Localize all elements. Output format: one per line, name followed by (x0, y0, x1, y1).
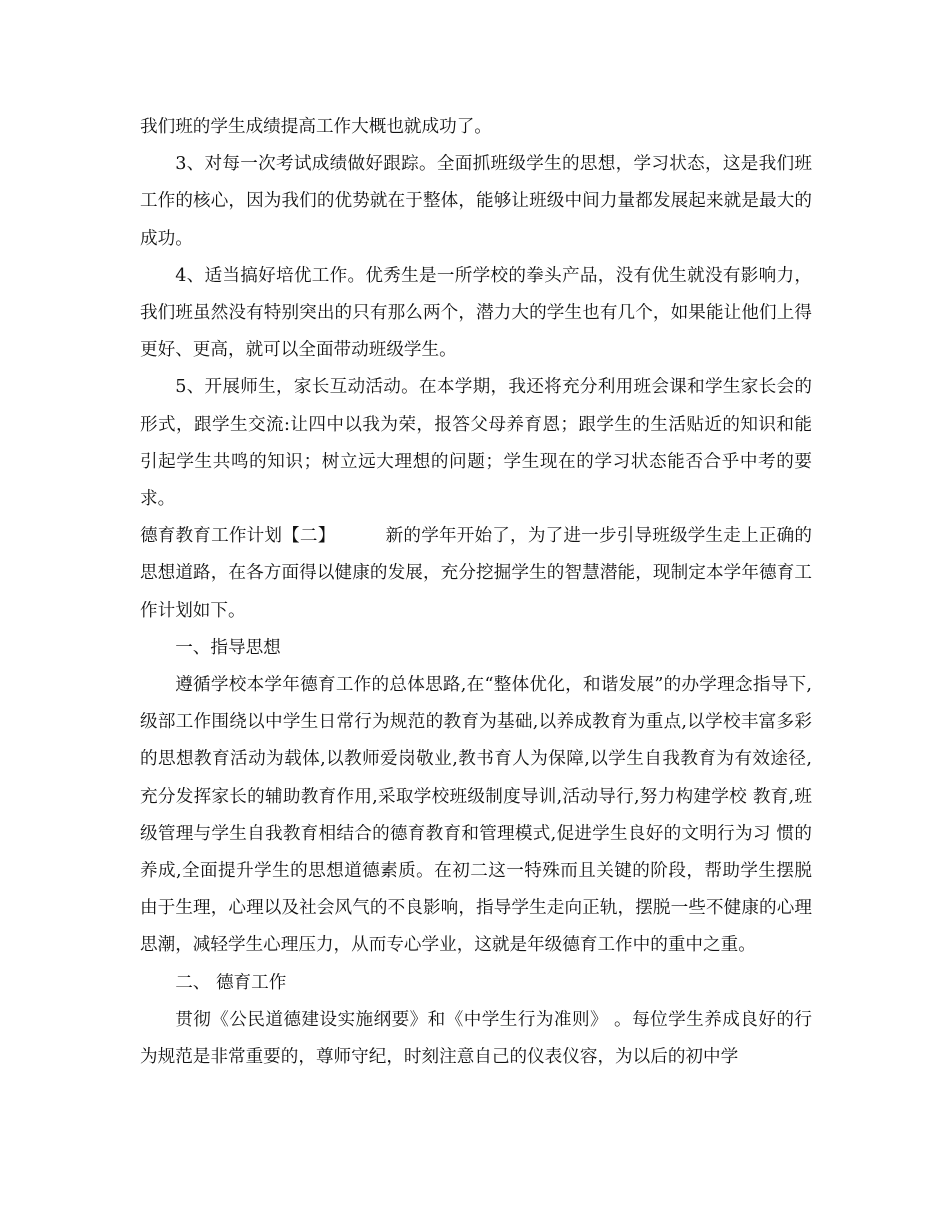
section-two-title: 德育教育工作计划【二】 (140, 526, 336, 547)
heading-guiding-ideology: 一、指导思想 (175, 637, 281, 658)
section-two-intro (140, 518, 812, 630)
paragraph-item-5: 5、开展师生，家长互动活动。在本学期，我还将充分利用班会课和学生家长会的形式，跟学生交流:让四中以我为荣，报答父母养育恩；跟学生的生活贴近的知识和能引起学生共鸣的知识；树立远大理想的问题；学生现在的学习状态能否合乎中考的要求。 (140, 377, 812, 510)
heading-moral-work: 二、 德育工作 (175, 972, 287, 993)
paragraph-item-4: 4、适当搞好培优工作。优秀生是一所学校的拳头产品，没有优生就没有影响力，我们班虽然没有特别突出的只有那么两个，潜力大的学生也有几个，如果能让他们上得更好、更高，就可以全面带动班级学生。 (140, 265, 812, 361)
paragraph-item-3: 3、对每一次考试成绩做好跟踪。全面抓班级学生的思想，学习状态，这是我们班工作的核心，因为我们的优势就在于整体，能够让班级中间力量都发展起来就是最大的成功。 (140, 154, 812, 249)
document-body (140, 109, 812, 1076)
section-two-rest: 的思想道路，在各方面得以健康的发展，充分挖掘学生的智慧潜能，现制定本学年德育工作计划如下。 (140, 526, 812, 621)
paragraph-guiding-ideology: 遵循学校本学年德育工作的总体思路,在“整体优化，和谐发展”的办学理念指导下,级部工作围绕以中学生日常行为规范的教育为基础,以养成教育为重点,以学校丰富多彩的思想教育活动为载体,以教师爱岗敬业,教书育人为保障,以学生自我教育为有效途径,充分发挥家长的辅助教育作用,采取学校班级制度导训,活动导行,努力构建学校 教育,班级管理与学生自我教育相结合的德育教育和管理模式,促进学生良好的文明行为习 惯的养成,全面提升学生的思想道德素质。在初二这一特殊而且关键的阶段，帮助学生摆脱由于生理，心理以及社会风气的不良影响，指导学生走向正轨，摆脱一些不健康的心理思潮，减轻学生心理压力，从而专心学业，这就是年级德育工作中的重中之重。 (140, 675, 812, 956)
paragraph-continuation: 我们班的学生成绩提高工作大概也就成功了。 (140, 117, 492, 137)
paragraph-moral-work: 贯彻《公民道德建设实施纲要》和《中学生行为准则》 。每位学生养成良好的行为规范是非常重要的，尊师守纪，时刻注意自己的仪表仪容，为以后的初中学 (140, 1009, 812, 1068)
section-two-first-line: 新的学年开始了，为了进一步引导班级学生走上正确 (385, 526, 795, 547)
